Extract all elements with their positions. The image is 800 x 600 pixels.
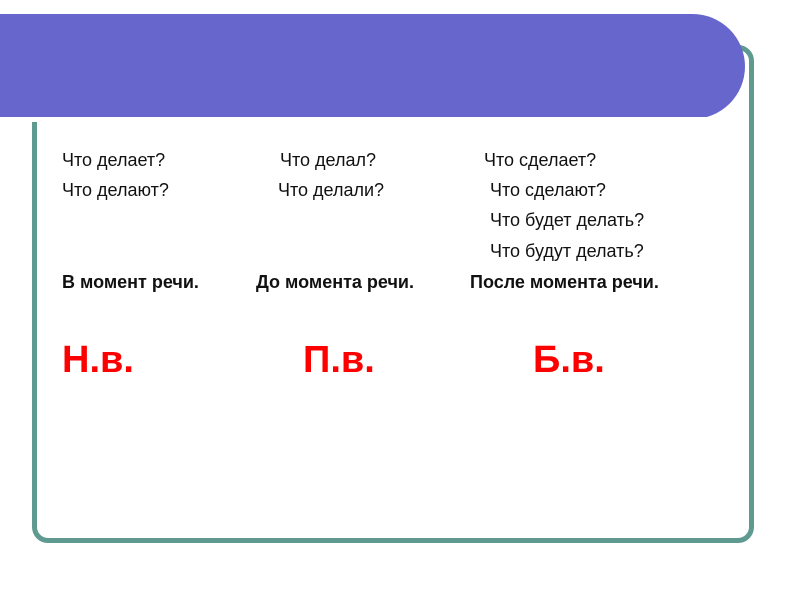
tense-present: Н.в. [62, 339, 134, 381]
tense-future: Б.в. [533, 339, 605, 381]
present-question-2: Что делают? [62, 180, 169, 200]
future-question-3: Что будет делать? [490, 210, 645, 230]
future-question-1: Что сделает? [484, 150, 597, 170]
moment-present: В момент речи. [62, 272, 199, 292]
moment-future: После момента речи. [470, 272, 659, 292]
future-question-4: Что будут делать? [490, 241, 644, 261]
title-banner [0, 14, 745, 119]
past-question-1: Что делал? [280, 150, 376, 170]
present-question-1: Что делает? [62, 150, 166, 170]
banner-divider [0, 117, 706, 122]
future-question-2: Что сделают? [490, 180, 606, 200]
moment-past: До момента речи. [256, 272, 414, 292]
past-question-2: Что делали? [278, 180, 385, 200]
tense-past: П.в. [303, 339, 375, 381]
